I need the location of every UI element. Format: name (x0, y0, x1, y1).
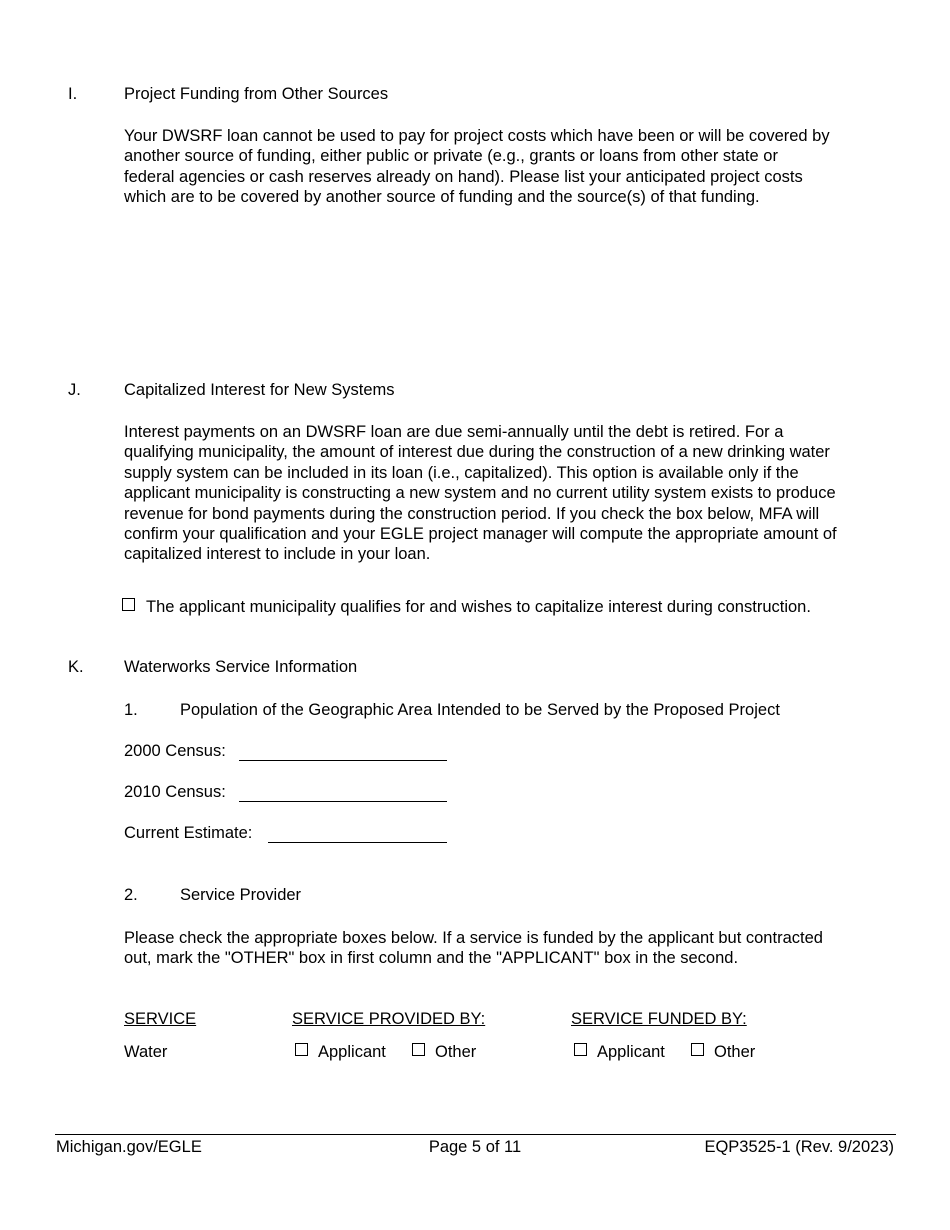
provided-by-column-header: SERVICE PROVIDED BY: (292, 1010, 486, 1028)
funded-applicant-checkbox[interactable] (574, 1043, 587, 1056)
funded-other-checkbox[interactable] (691, 1043, 704, 1056)
section-j-letter: J. (68, 381, 81, 399)
section-k-letter: K. (68, 658, 84, 676)
footer-divider (55, 1134, 896, 1135)
footer-page-number: Page 5 of 11 (428, 1138, 522, 1156)
capitalize-interest-checkbox[interactable] (122, 598, 135, 611)
footer-website: Michigan.gov/EGLE (56, 1138, 202, 1156)
funded-other-label: Other (714, 1043, 756, 1061)
paragraph-line: supply system can be included in its loan (i.e., capitalized). This option is available only if the (124, 463, 799, 482)
census-2000-label: 2000 Census: (124, 742, 226, 760)
paragraph-line: Your DWSRF loan cannot be used to pay for project costs which have been or will be covered by (124, 127, 830, 145)
paragraph-line: which are to be covered by another source of funding and the source(s) of that funding. (124, 188, 760, 207)
paragraph-line: federal agencies or cash reserves already on hand). Please list your anticipated project costs (124, 167, 803, 186)
census-2010-label: 2010 Census: (124, 783, 226, 801)
current-estimate-field[interactable] (268, 824, 447, 843)
service-instructions (124, 928, 914, 969)
section-i-letter: I. (68, 85, 78, 103)
funded-by-column-header: SERVICE FUNDED BY: (571, 1010, 747, 1028)
paragraph-line: qualifying municipality, the amount of interest due during the construction of a new drinking water (124, 443, 830, 462)
section-k-title: Waterworks Service Information (124, 658, 358, 676)
section-i-paragraph (124, 126, 914, 208)
section-j-title: Capitalized Interest for New Systems (124, 381, 395, 399)
service-row-water: Water (124, 1043, 168, 1061)
current-estimate-label: Current Estimate: (124, 824, 253, 842)
provided-applicant-label: Applicant (318, 1043, 386, 1061)
service-column-header: SERVICE (124, 1010, 197, 1028)
census-2010-field[interactable] (239, 783, 447, 802)
section-i-title: Project Funding from Other Sources (124, 85, 389, 103)
provided-other-checkbox[interactable] (412, 1043, 425, 1056)
paragraph-line: another source of funding, either public or private (e.g., grants or loans from other state or (124, 147, 778, 166)
item-2-title: Service Provider (180, 886, 302, 904)
paragraph-line: applicant municipality is constructing a new system and no current utility system exists to produce (124, 484, 836, 503)
paragraph-line: Please check the appropriate boxes below. If a service is funded by the applicant but contracted (124, 929, 823, 947)
paragraph-line: Interest payments on an DWSRF loan are due semi-annually until the debt is retired. For a (124, 423, 784, 441)
item-1-title: Population of the Geographic Area Intended to be Served by the Proposed Project (180, 701, 780, 719)
census-2000-field[interactable] (239, 742, 447, 761)
capitalize-interest-label: The applicant municipality qualifies for and wishes to capitalize interest during construction. (146, 598, 811, 616)
paragraph-line: revenue for bond payments during the construction period. If you check the box below, MFA will (124, 504, 820, 523)
section-j-paragraph (124, 422, 924, 565)
item-1-number: 1. (124, 701, 138, 719)
paragraph-line: confirm your qualification and your EGLE project manager will compute the appropriate amount of (124, 525, 837, 544)
paragraph-line: out, mark the "OTHER" box in first column and the "APPLICANT" box in the second. (124, 949, 739, 968)
funded-applicant-label: Applicant (597, 1043, 665, 1061)
provided-other-label: Other (435, 1043, 477, 1061)
paragraph-line: capitalized interest to include in your loan. (124, 545, 431, 564)
footer-form-id: EQP3525-1 (Rev. 9/2023) (704, 1138, 894, 1156)
item-2-number: 2. (124, 886, 138, 904)
provided-applicant-checkbox[interactable] (295, 1043, 308, 1056)
